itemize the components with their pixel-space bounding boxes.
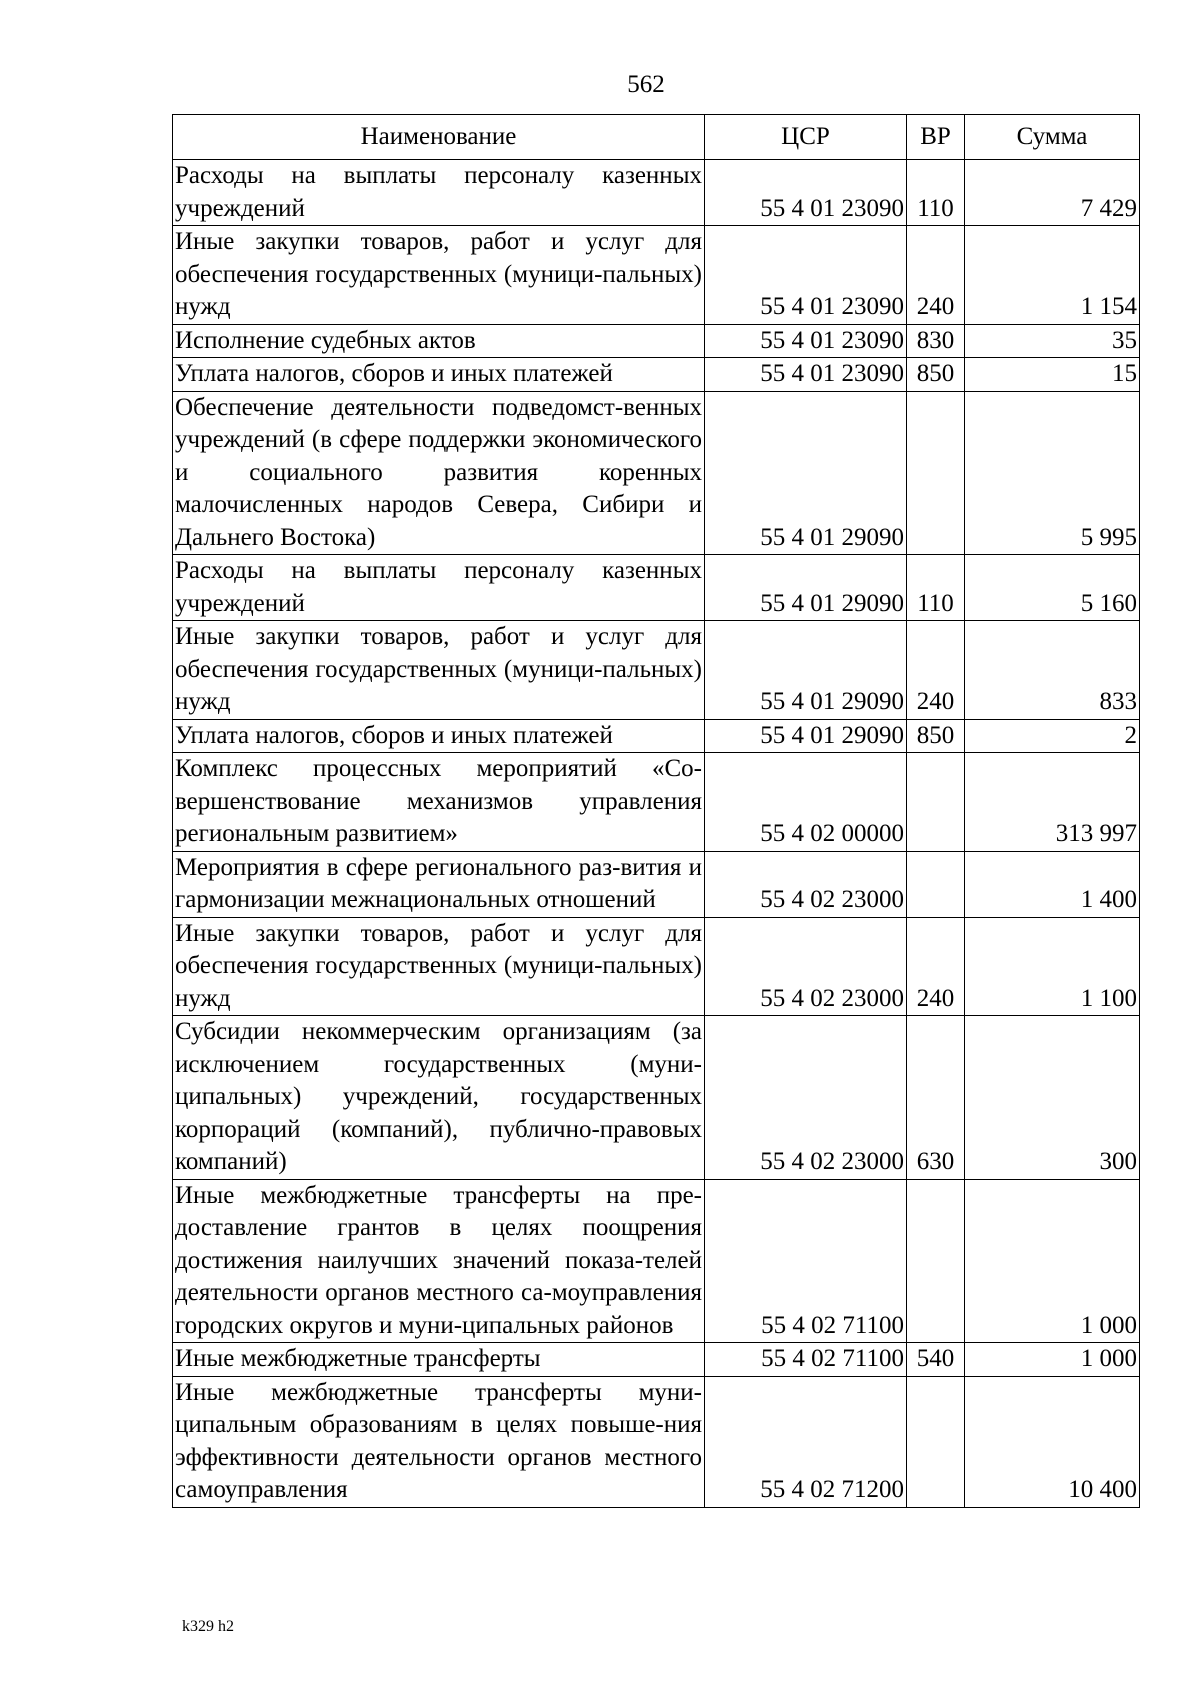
row-vr: 540: [907, 1343, 965, 1377]
row-name: Иные закупки товаров, работ и услуг для обеспечения государственных (муници-пальных) нужд: [173, 917, 705, 1016]
row-csr: 55 4 01 23090: [705, 160, 907, 226]
row-csr: 55 4 02 23000: [705, 1016, 907, 1180]
document-code: k329 h2: [182, 1618, 234, 1635]
row-sum: 10 400: [965, 1376, 1140, 1507]
row-vr: [907, 1179, 965, 1343]
row-csr: 55 4 02 23000: [705, 917, 907, 1016]
row-sum: 35: [965, 324, 1140, 358]
table-row: [173, 753, 1140, 852]
row-vr: [907, 851, 965, 917]
row-name: Уплата налогов, сборов и иных платежей: [173, 358, 705, 392]
row-name: Исполнение судебных актов: [173, 324, 705, 358]
table-row: [173, 160, 1140, 226]
row-csr: 55 4 01 29090: [705, 719, 907, 753]
table-row: [173, 1179, 1140, 1343]
table-row: [173, 1016, 1140, 1180]
row-csr: 55 4 01 23090: [705, 358, 907, 392]
row-vr: 240: [907, 917, 965, 1016]
header-csr: ЦСР: [705, 115, 907, 160]
row-sum: 1 154: [965, 226, 1140, 325]
row-vr: [907, 753, 965, 852]
header-sum: Сумма: [965, 115, 1140, 160]
row-csr: 55 4 01 29090: [705, 555, 907, 621]
row-sum: 1 400: [965, 851, 1140, 917]
header-name: Наименование: [173, 115, 705, 160]
row-csr: 55 4 01 29090: [705, 391, 907, 555]
row-sum: 5 995: [965, 391, 1140, 555]
table-row: [173, 324, 1140, 358]
row-vr: 850: [907, 719, 965, 753]
row-csr: 55 4 01 23090: [705, 226, 907, 325]
row-vr: 630: [907, 1016, 965, 1180]
row-name: Иные закупки товаров, работ и услуг для обеспечения государственных (муници-пальных) нужд: [173, 621, 705, 720]
row-sum: 1 000: [965, 1179, 1140, 1343]
row-name: Мероприятия в сфере регионального раз-вития и гармонизации межнациональных отношений: [173, 851, 705, 917]
table-row: [173, 1376, 1140, 1507]
row-csr: 55 4 02 00000: [705, 753, 907, 852]
row-csr: 55 4 02 71100: [705, 1179, 907, 1343]
row-vr: [907, 1376, 965, 1507]
table-row: [173, 1343, 1140, 1377]
row-sum: 313 997: [965, 753, 1140, 852]
row-csr: 55 4 01 23090: [705, 324, 907, 358]
row-name: Иные межбюджетные трансферты муни-ципальным образованиям в целях повыше-ния эффективности деятельности органов местного самоуправления: [173, 1376, 705, 1507]
row-sum: 1 100: [965, 917, 1140, 1016]
row-sum: 1 000: [965, 1343, 1140, 1377]
table-row: [173, 621, 1140, 720]
row-name: Уплата налогов, сборов и иных платежей: [173, 719, 705, 753]
row-vr: 110: [907, 555, 965, 621]
table-row: [173, 226, 1140, 325]
row-vr: 850: [907, 358, 965, 392]
table-row: [173, 358, 1140, 392]
row-name: Комплекс процессных мероприятий «Со-вершенствование механизмов управления региональным развитием»: [173, 753, 705, 852]
row-name: Иные межбюджетные трансферты на пре-доставление грантов в целях поощрения достижения наилучших значений показа-телей деятельности органов местного са-моуправления городских округов и муни-ципальных районов: [173, 1179, 705, 1343]
row-sum: 15: [965, 358, 1140, 392]
row-sum: 7 429: [965, 160, 1140, 226]
row-vr: 240: [907, 226, 965, 325]
row-name: Обеспечение деятельности подведомст-венных учреждений (в сфере поддержки экономического и социального развития коренных малочисленных народов Севера, Сибири и Дальнего Востока): [173, 391, 705, 555]
row-vr: 830: [907, 324, 965, 358]
row-vr: [907, 391, 965, 555]
row-csr: 55 4 01 29090: [705, 621, 907, 720]
table-row: [173, 719, 1140, 753]
table-header-row: [173, 115, 1140, 160]
header-vr: ВР: [907, 115, 965, 160]
row-csr: 55 4 02 71100: [705, 1343, 907, 1377]
row-name: Иные межбюджетные трансферты: [173, 1343, 705, 1377]
row-sum: 5 160: [965, 555, 1140, 621]
table-body: [173, 160, 1140, 1508]
row-sum: 833: [965, 621, 1140, 720]
row-csr: 55 4 02 71200: [705, 1376, 907, 1507]
row-csr: 55 4 02 23000: [705, 851, 907, 917]
row-name: Расходы на выплаты персоналу казенных учреждений: [173, 160, 705, 226]
row-vr: 110: [907, 160, 965, 226]
row-name: Субсидии некоммерческим организациям (за исключением государственных (муни-ципальных) учреждений, государственных корпораций (компаний), публично-правовых компаний): [173, 1016, 705, 1180]
row-sum: 300: [965, 1016, 1140, 1180]
page-number: 562: [627, 71, 665, 98]
row-vr: 240: [907, 621, 965, 720]
table-row: [173, 851, 1140, 917]
table-row: [173, 555, 1140, 621]
row-sum: 2: [965, 719, 1140, 753]
budget-table: [172, 114, 1140, 1508]
row-name: Расходы на выплаты персоналу казенных учреждений: [173, 555, 705, 621]
table-row: [173, 391, 1140, 555]
table-row: [173, 917, 1140, 1016]
row-name: Иные закупки товаров, работ и услуг для обеспечения государственных (муници-пальных) нужд: [173, 226, 705, 325]
